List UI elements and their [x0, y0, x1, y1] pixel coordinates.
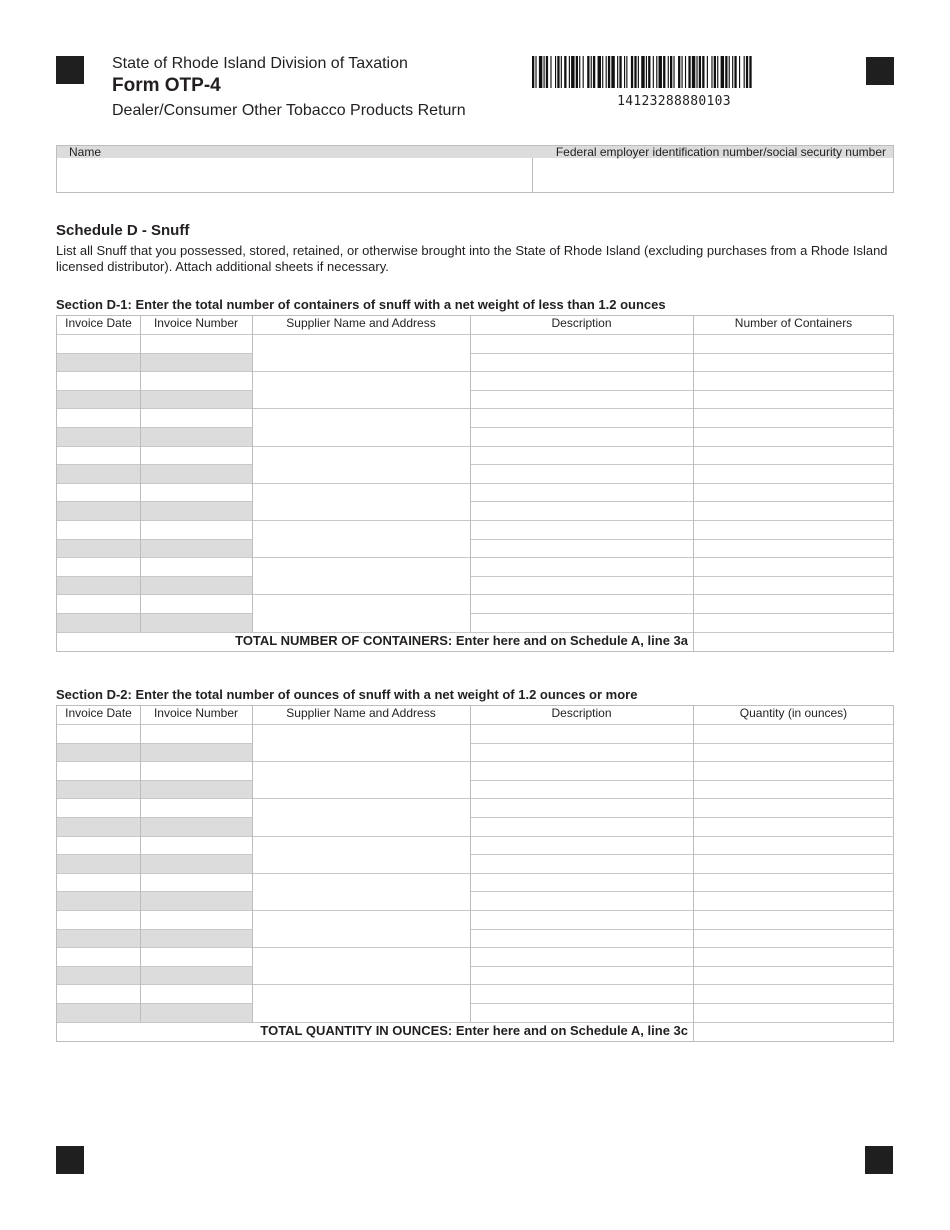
amount-field[interactable]	[693, 910, 894, 929]
amount-field[interactable]	[693, 594, 894, 613]
fein-label: Federal employer identification number/social security number	[555, 145, 886, 159]
registration-mark-bottom-left	[56, 1146, 84, 1174]
invoice-date-field[interactable]	[57, 557, 140, 576]
barcode-number: 14123288880103	[617, 94, 731, 109]
description-field[interactable]	[470, 427, 693, 446]
invoice-number-field[interactable]	[140, 371, 252, 390]
invoice-date-field[interactable]	[57, 520, 140, 539]
description-field[interactable]	[470, 910, 693, 929]
amount-field[interactable]	[693, 854, 894, 873]
amount-field[interactable]	[693, 334, 894, 353]
fein-field[interactable]	[533, 159, 893, 191]
supplier-name-address-field[interactable]	[252, 557, 470, 594]
total-field[interactable]	[693, 1022, 894, 1040]
registration-mark-bottom-right	[865, 1146, 893, 1174]
invoice-number-field[interactable]	[140, 594, 252, 613]
schedule-title: Schedule D - Snuff	[56, 222, 190, 239]
description-field[interactable]	[470, 446, 693, 465]
amount-field[interactable]	[693, 613, 894, 632]
description-field[interactable]	[470, 761, 693, 780]
supplier-name-address-field[interactable]	[252, 520, 470, 557]
supplier-name-address-field[interactable]	[252, 334, 470, 371]
column-header-supplier-name-address: Supplier Name and Address	[286, 706, 436, 720]
amount-field[interactable]	[693, 390, 894, 409]
name-label: Name	[69, 145, 102, 159]
section-d2-table	[56, 705, 894, 1042]
agency-name: State of Rhode Island Division of Taxation	[112, 55, 408, 72]
description-field[interactable]	[470, 817, 693, 836]
supplier-name-address-field[interactable]	[252, 371, 470, 408]
supplier-name-address-field[interactable]	[252, 446, 470, 483]
description-field[interactable]	[470, 613, 693, 632]
registration-mark-top-right	[866, 57, 894, 85]
description-field[interactable]	[470, 743, 693, 762]
supplier-name-address-field[interactable]	[252, 947, 470, 984]
column-header-description: Description	[551, 316, 612, 330]
invoice-number-field[interactable]	[140, 798, 252, 817]
invoice-number-field[interactable]	[140, 984, 252, 1003]
invoice-date-field[interactable]	[57, 594, 140, 613]
amount-field[interactable]	[693, 501, 894, 520]
supplier-name-address-field[interactable]	[252, 984, 470, 1021]
description-field[interactable]	[470, 520, 693, 539]
amount-field[interactable]	[693, 873, 894, 892]
description-field[interactable]	[470, 1003, 693, 1022]
invoice-number-field[interactable]	[140, 334, 252, 353]
column-header-amount: Number of Containers	[734, 316, 853, 330]
taxpayer-identification-box	[56, 145, 894, 193]
amount-field[interactable]	[693, 1003, 894, 1022]
invoice-date-field[interactable]	[57, 371, 140, 390]
amount-field[interactable]	[693, 817, 894, 836]
invoice-number-field[interactable]	[140, 408, 252, 427]
amount-field[interactable]	[693, 743, 894, 762]
invoice-date-field[interactable]	[57, 724, 140, 743]
amount-field[interactable]	[693, 464, 894, 483]
invoice-date-field[interactable]	[57, 798, 140, 817]
supplier-name-address-field[interactable]	[252, 408, 470, 445]
amount-field[interactable]	[693, 539, 894, 558]
form-number: Form OTP-4	[112, 75, 221, 96]
form-subtitle: Dealer/Consumer Other Tobacco Products Return	[112, 102, 466, 119]
total-label: TOTAL QUANTITY IN OUNCES: Enter here and on Schedule A, line 3c	[260, 1022, 688, 1038]
invoice-date-field[interactable]	[57, 483, 140, 502]
amount-field[interactable]	[693, 966, 894, 985]
description-field[interactable]	[470, 464, 693, 483]
supplier-name-address-field[interactable]	[252, 483, 470, 520]
invoice-date-field[interactable]	[57, 334, 140, 353]
invoice-date-field[interactable]	[57, 947, 140, 966]
column-header-description: Description	[551, 706, 612, 720]
description-field[interactable]	[470, 390, 693, 409]
amount-field[interactable]	[693, 371, 894, 390]
description-field[interactable]	[470, 984, 693, 1003]
invoice-number-field[interactable]	[140, 483, 252, 502]
invoice-number-field[interactable]	[140, 520, 252, 539]
column-header-invoice-date: Invoice Date	[65, 316, 132, 330]
amount-field[interactable]	[693, 947, 894, 966]
description-field[interactable]	[470, 929, 693, 948]
amount-field[interactable]	[693, 427, 894, 446]
registration-mark-top-left	[56, 56, 84, 84]
total-label: TOTAL NUMBER OF CONTAINERS: Enter here and on Schedule A, line 3a	[235, 632, 688, 648]
column-header-invoice-number: Invoice Number	[153, 316, 239, 330]
description-field[interactable]	[470, 947, 693, 966]
amount-field[interactable]	[693, 446, 894, 465]
invoice-number-field[interactable]	[140, 836, 252, 855]
description-field[interactable]	[470, 873, 693, 892]
invoice-date-field[interactable]	[57, 873, 140, 892]
description-field[interactable]	[470, 483, 693, 502]
description-field[interactable]	[470, 501, 693, 520]
schedule-description: List all Snuff that you possessed, stored, retained, or otherwise brought into the State of Rhode Island (excluding purchases from a Rhode Island licensed distributor). Attach additional sheets if necessary.	[56, 243, 888, 274]
invoice-date-field[interactable]	[57, 408, 140, 427]
section-d1-title: Section D-1: Enter the total number of containers of snuff with a net weight of less than 1.2 ounces	[56, 297, 666, 312]
description-field[interactable]	[470, 798, 693, 817]
invoice-number-field[interactable]	[140, 910, 252, 929]
column-header-invoice-number: Invoice Number	[153, 706, 239, 720]
description-field[interactable]	[470, 576, 693, 595]
supplier-name-address-field[interactable]	[252, 910, 470, 947]
amount-field[interactable]	[693, 576, 894, 595]
column-header-supplier-name-address: Supplier Name and Address	[286, 316, 436, 330]
description-field[interactable]	[470, 353, 693, 372]
description-field[interactable]	[470, 557, 693, 576]
barcode-graphic	[532, 56, 816, 88]
supplier-name-address-field[interactable]	[252, 724, 470, 761]
amount-field[interactable]	[693, 557, 894, 576]
description-field[interactable]	[470, 780, 693, 799]
description-field[interactable]	[470, 334, 693, 353]
invoice-date-field[interactable]	[57, 761, 140, 780]
supplier-name-address-field[interactable]	[252, 836, 470, 873]
amount-field[interactable]	[693, 891, 894, 910]
column-header-amount: Quantity (in ounces)	[739, 706, 848, 720]
amount-field[interactable]	[693, 798, 894, 817]
description-field[interactable]	[470, 854, 693, 873]
supplier-name-address-field[interactable]	[252, 873, 470, 910]
invoice-number-field[interactable]	[140, 557, 252, 576]
supplier-name-address-field[interactable]	[252, 594, 470, 631]
invoice-number-field[interactable]	[140, 724, 252, 743]
amount-field[interactable]	[693, 929, 894, 948]
amount-field[interactable]	[693, 353, 894, 372]
description-field[interactable]	[470, 539, 693, 558]
description-field[interactable]	[470, 966, 693, 985]
invoice-date-field[interactable]	[57, 984, 140, 1003]
invoice-number-field[interactable]	[140, 761, 252, 780]
amount-field[interactable]	[693, 780, 894, 799]
description-field[interactable]	[470, 408, 693, 427]
column-header-invoice-date: Invoice Date	[65, 706, 132, 720]
amount-field[interactable]	[693, 408, 894, 427]
name-field[interactable]	[57, 159, 532, 191]
invoice-number-field[interactable]	[140, 873, 252, 892]
section-d2-title: Section D-2: Enter the total number of ounces of snuff with a net weight of 1.2 ounces or more	[56, 687, 638, 702]
amount-field[interactable]	[693, 724, 894, 743]
invoice-date-field[interactable]	[57, 836, 140, 855]
description-field[interactable]	[470, 891, 693, 910]
amount-field[interactable]	[693, 836, 894, 855]
invoice-number-field[interactable]	[140, 446, 252, 465]
amount-field[interactable]	[693, 984, 894, 1003]
description-field[interactable]	[470, 724, 693, 743]
amount-field[interactable]	[693, 520, 894, 539]
invoice-number-field[interactable]	[140, 947, 252, 966]
invoice-date-field[interactable]	[57, 446, 140, 465]
description-field[interactable]	[470, 594, 693, 613]
supplier-name-address-field[interactable]	[252, 798, 470, 835]
amount-field[interactable]	[693, 483, 894, 502]
invoice-date-field[interactable]	[57, 910, 140, 929]
description-field[interactable]	[470, 371, 693, 390]
total-field[interactable]	[693, 632, 894, 650]
section-d1-table	[56, 315, 894, 652]
supplier-name-address-field[interactable]	[252, 761, 470, 798]
description-field[interactable]	[470, 836, 693, 855]
amount-field[interactable]	[693, 761, 894, 780]
